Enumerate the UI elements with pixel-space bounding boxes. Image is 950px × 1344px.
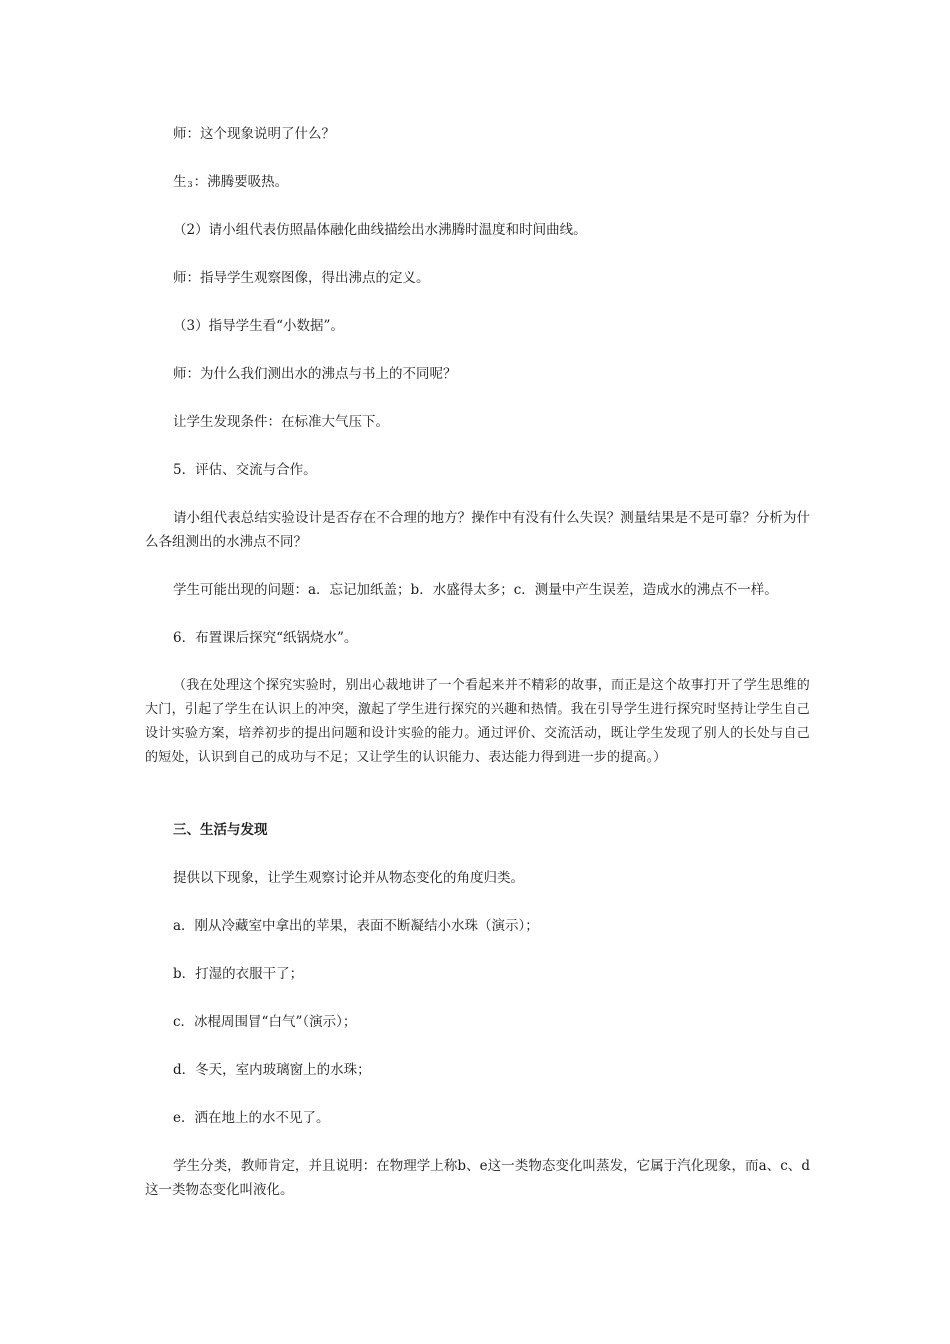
- speaker-subscript: 3: [187, 180, 193, 189]
- paragraph-step-3: （3）指导学生看“小数据”。: [173, 318, 344, 334]
- section-6-title: 6．布置课后探究“纸锅烧水”。: [173, 630, 358, 646]
- section-5-title: 5．评估、交流与合作。: [173, 462, 317, 478]
- paragraph-phenomena-intro: 提供以下现象，让学生观察讨论并从物态变化的角度归类。: [173, 870, 524, 886]
- list-item-c: c．冰棍周围冒“白气”（演示）；: [173, 1014, 357, 1030]
- answer-text: ：沸腾要吸热。: [193, 174, 289, 190]
- paragraph-group-summary: 请小组代表总结实验设计是否存在不合理的地方？操作中有没有什么失误？测量结果是不是可靠？分析为什么各组测出的水沸点不同？: [145, 510, 810, 550]
- paragraph-classification: 学生分类，教师肯定，并且说明：在物理学上称b、e这一类物态变化叫蒸发，它属于汽化现象，而a、c、d这一类物态变化叫液化。: [145, 1158, 810, 1198]
- list-item-d: d．冬天，室内玻璃窗上的水珠；: [173, 1062, 371, 1078]
- speaker-label: 生: [173, 174, 187, 190]
- paragraph-teacher-why: 师：为什么我们测出水的沸点与书上的不同呢？: [173, 366, 457, 382]
- paragraph-step-2: （2）请小组代表仿照晶体融化曲线描绘出水沸腾时温度和时间曲线。: [173, 222, 587, 238]
- paragraph-student-answer: [145, 170, 810, 197]
- paragraph-reflection-note: （我在处理这个探究实验时，别出心裁地讲了一个看起来并不精彩的故事，而正是这个故事打开了学生思维的大门，引起了学生在认识上的冲突，激起了学生进行探究的兴趣和热情。我在引导学生进行探究时坚持让学生自己设计实验方案，培养初步的提出问题和设计实验的能力。通过评价、交流活动，既让学生发现了别人的长处与自己的短处，认识到自己的成功与不足；又让学生的认识能力、表达能力得到进一步的提高。）: [145, 678, 810, 765]
- paragraph-boiling-point-definition: 师：指导学生观察图像，得出沸点的定义。: [173, 270, 430, 286]
- list-item-b: b．打湿的衣服干了；: [173, 966, 304, 982]
- section-heading-life-and-discovery: 三、生活与发现: [173, 822, 268, 838]
- list-item-a: a．刚从冷藏室中拿出的苹果，表面不断凝结小水珠（演示）；: [173, 918, 539, 934]
- list-item-e: e．洒在地上的水不见了。: [173, 1110, 330, 1126]
- paragraph-possible-problems: 学生可能出现的问题：a．忘记加纸盖；b．水盛得太多；c．测量中产生误差，造成水的沸点不一样。: [173, 582, 778, 598]
- paragraph-teacher-question: 师：这个现象说明了什么？: [173, 126, 335, 142]
- paragraph-condition: 让学生发现条件：在标准大气压下。: [173, 414, 389, 430]
